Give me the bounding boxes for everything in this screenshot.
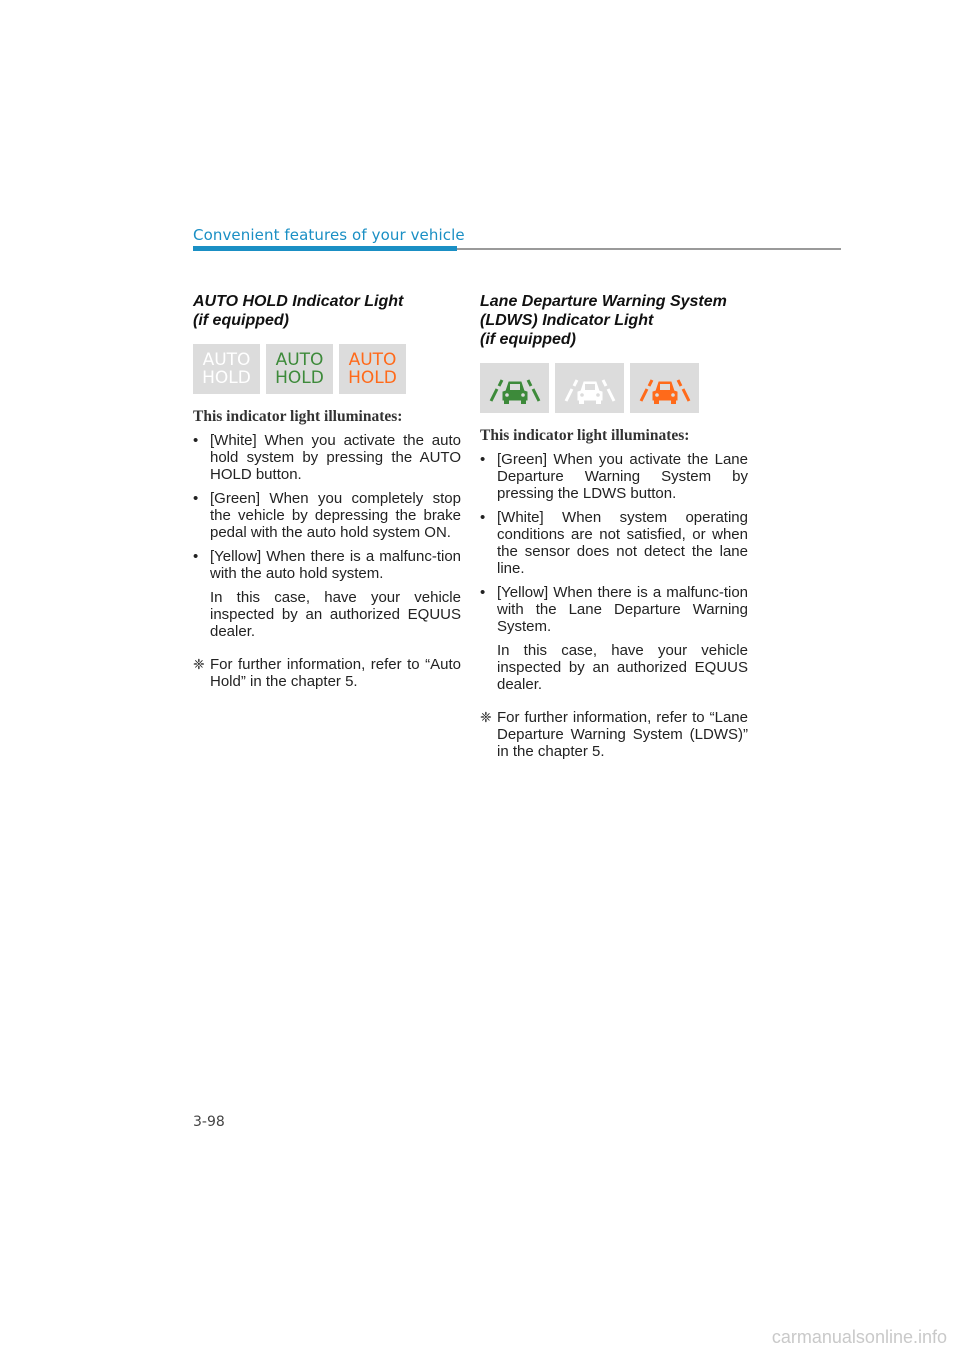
- list-item: • [Yellow] When there is a malfunc-tion with the auto hold system.: [193, 548, 461, 582]
- header-accent-bar: [193, 246, 457, 251]
- auto-hold-note: ❈ For further information, refer to “Auto Hold” in the chapter 5.: [193, 656, 461, 690]
- ldws-white-icon: [555, 363, 624, 413]
- watermark: carmanualsonline.info: [771, 1327, 947, 1347]
- auto-hold-bullets: [193, 432, 461, 582]
- car-lane-icon: [485, 370, 545, 406]
- auto-hold-icons: [193, 344, 461, 394]
- header-rule: [457, 248, 841, 250]
- list-item: • [Green] When you completely stop the vehicle by depressing the brake pedal with the auto hold system ON.: [193, 490, 461, 541]
- auto-hold-green-icon: AUTO HOLD: [266, 344, 333, 394]
- ldws-green-icon: [480, 363, 549, 413]
- auto-hold-section: [193, 292, 461, 690]
- section-header-title: Convenient features of your vehicle: [193, 226, 465, 244]
- auto-hold-followup: In this case, have your vehicle inspected by an authorized EQUUS dealer.: [210, 589, 461, 640]
- auto-hold-yellow-icon: AUTO HOLD: [339, 344, 406, 394]
- car-lane-icon: [635, 370, 695, 406]
- ldws-note: ❈ For further information, refer to “Lane Departure Warning System (LDWS)” in the chapter 5.: [480, 709, 748, 760]
- ldws-icons: [480, 363, 748, 413]
- list-item: • [Yellow] When there is a malfunc-tion with the Lane Departure Warning System.: [480, 584, 748, 635]
- ldws-section: [480, 292, 748, 760]
- list-item: • [Green] When you activate the Lane Departure Warning System by pressing the LDWS button.: [480, 451, 748, 502]
- note-mark-icon: ❈: [193, 656, 205, 672]
- ldws-followup: In this case, have your vehicle inspected by an authorized EQUUS dealer.: [497, 642, 748, 693]
- ldws-subheading: This indicator light illuminates:: [480, 427, 690, 444]
- car-lane-icon: [560, 370, 620, 406]
- ldws-title: Lane Departure Warning System (LDWS) Indicator Light (if equipped): [480, 293, 727, 348]
- auto-hold-white-icon: AUTO HOLD: [193, 344, 260, 394]
- page-number: 3-98: [193, 1114, 225, 1130]
- note-mark-icon: ❈: [480, 709, 492, 725]
- list-item: • [White] When system operating conditions are not satisfied, or when the sensor does not detect the lane line.: [480, 509, 748, 577]
- auto-hold-title: AUTO HOLD Indicator Light (if equipped): [193, 293, 404, 329]
- ldws-yellow-icon: [630, 363, 699, 413]
- list-item: • [White] When you activate the auto hold system by pressing the AUTO HOLD button.: [193, 432, 461, 483]
- auto-hold-subheading: This indicator light illuminates:: [193, 408, 403, 425]
- ldws-bullets: [480, 451, 748, 635]
